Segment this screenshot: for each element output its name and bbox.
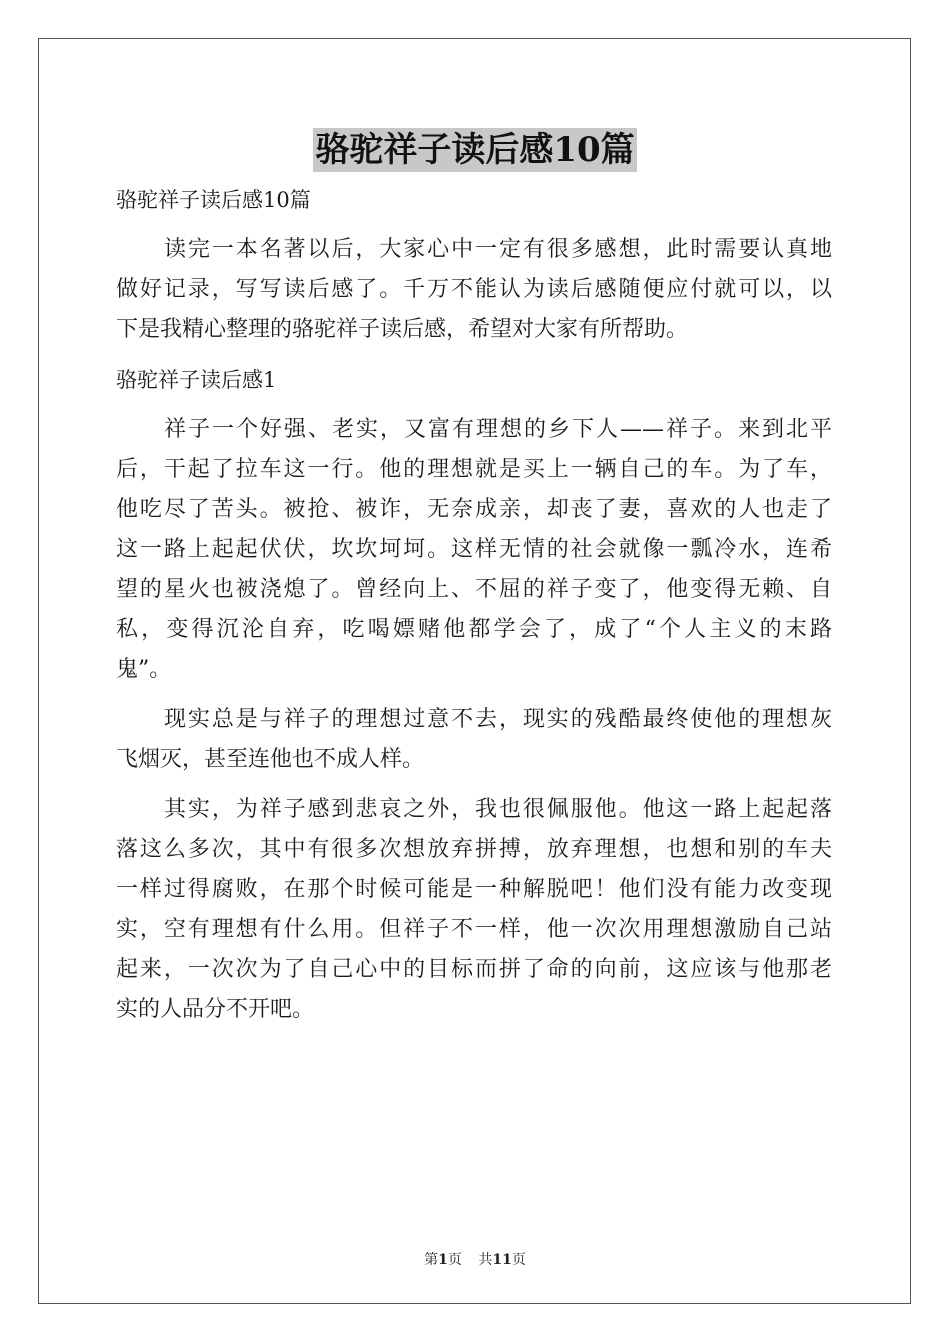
paragraph-line: 实的人品分不开吧。 — [116, 997, 315, 1022]
intro-line: 读完一本名著以后，大家心中一定有很多感想，此时需要认真地 — [164, 237, 832, 262]
intro-line: 下是我精心整理的骆驼祥子读后感，希望对大家有所帮助。 — [116, 317, 689, 342]
paragraph-line: 祥子一个好强、老实，又富有理想的乡下人——祥子。来到北平 — [164, 417, 832, 442]
paragraph-line: 落这么多次，其中有很多次想放弃拼搏，放弃理想，也想和别的车夫 — [116, 837, 832, 862]
paragraph-line: 望的星火也被浇熄了。曾经向上、不屈的祥子变了，他变得无赖、自 — [116, 577, 832, 602]
paragraph-line: 鬼”。 — [116, 657, 172, 682]
title-block — [0, 128, 950, 172]
total-pages-indicator — [478, 1252, 525, 1268]
paragraph-line: 一样过得腐败，在那个时候可能是一种解脱吧！他们没有能力改变现 — [116, 877, 832, 902]
page-prefix: 第 — [424, 1252, 439, 1268]
paragraph-line: 后，干起了拉车这一行。他的理想就是买上一辆自己的车。为了车， — [116, 457, 832, 482]
paragraph-line: 起来，一次次为了自己心中的目标而拼了命的向前，这应该与他那老 — [116, 957, 832, 982]
paragraph-line: 飞烟灭，甚至连他也不成人样。 — [116, 747, 425, 772]
paragraph-line: 这一路上起起伏伏，坎坎坷坷。这样无情的社会就像一瓢冷水，连希 — [116, 537, 832, 562]
page-number: 1 — [438, 1252, 448, 1268]
intro-line: 做好记录，写写读后感了。千万不能认为读后感随便应付就可以，以 — [116, 277, 832, 302]
document-body — [116, 180, 832, 1030]
paragraph-3 — [116, 790, 832, 1030]
intro-paragraph — [116, 230, 832, 350]
page-indicator — [424, 1252, 462, 1268]
page-suffix: 页 — [447, 1252, 462, 1268]
document-subtitle: 骆驼祥子读后感10篇 — [116, 188, 311, 212]
paragraph-line: 他吃尽了苦头。被抢、被诈，无奈成亲，却丧了妻，喜欢的人也走了 — [116, 497, 832, 522]
paragraph-line: 现实总是与祥子的理想过意不去，现实的残酷最终使他的理想灰 — [164, 707, 832, 732]
paragraph-2 — [116, 700, 832, 780]
total-prefix: 共 — [478, 1252, 493, 1268]
paragraph-line: 其实，为祥子感到悲哀之外，我也很佩服他。他这一路上起起落 — [164, 797, 832, 822]
paragraph-line: 实，空有理想有什么用。但祥子不一样，他一次次用理想激励自己站 — [116, 917, 832, 942]
paragraph-line: 私，变得沉沦自弃，吃喝嫖赌他都学会了，成了“个人主义的末路 — [116, 617, 832, 642]
document-title: 骆驼祥子读后感10篇 — [315, 130, 635, 170]
total-suffix: 页 — [511, 1252, 526, 1268]
total-pages: 11 — [492, 1252, 512, 1268]
page-footer — [0, 1249, 950, 1269]
section-heading: 骆驼祥子读后感1 — [116, 368, 277, 392]
paragraph-1 — [116, 410, 832, 690]
